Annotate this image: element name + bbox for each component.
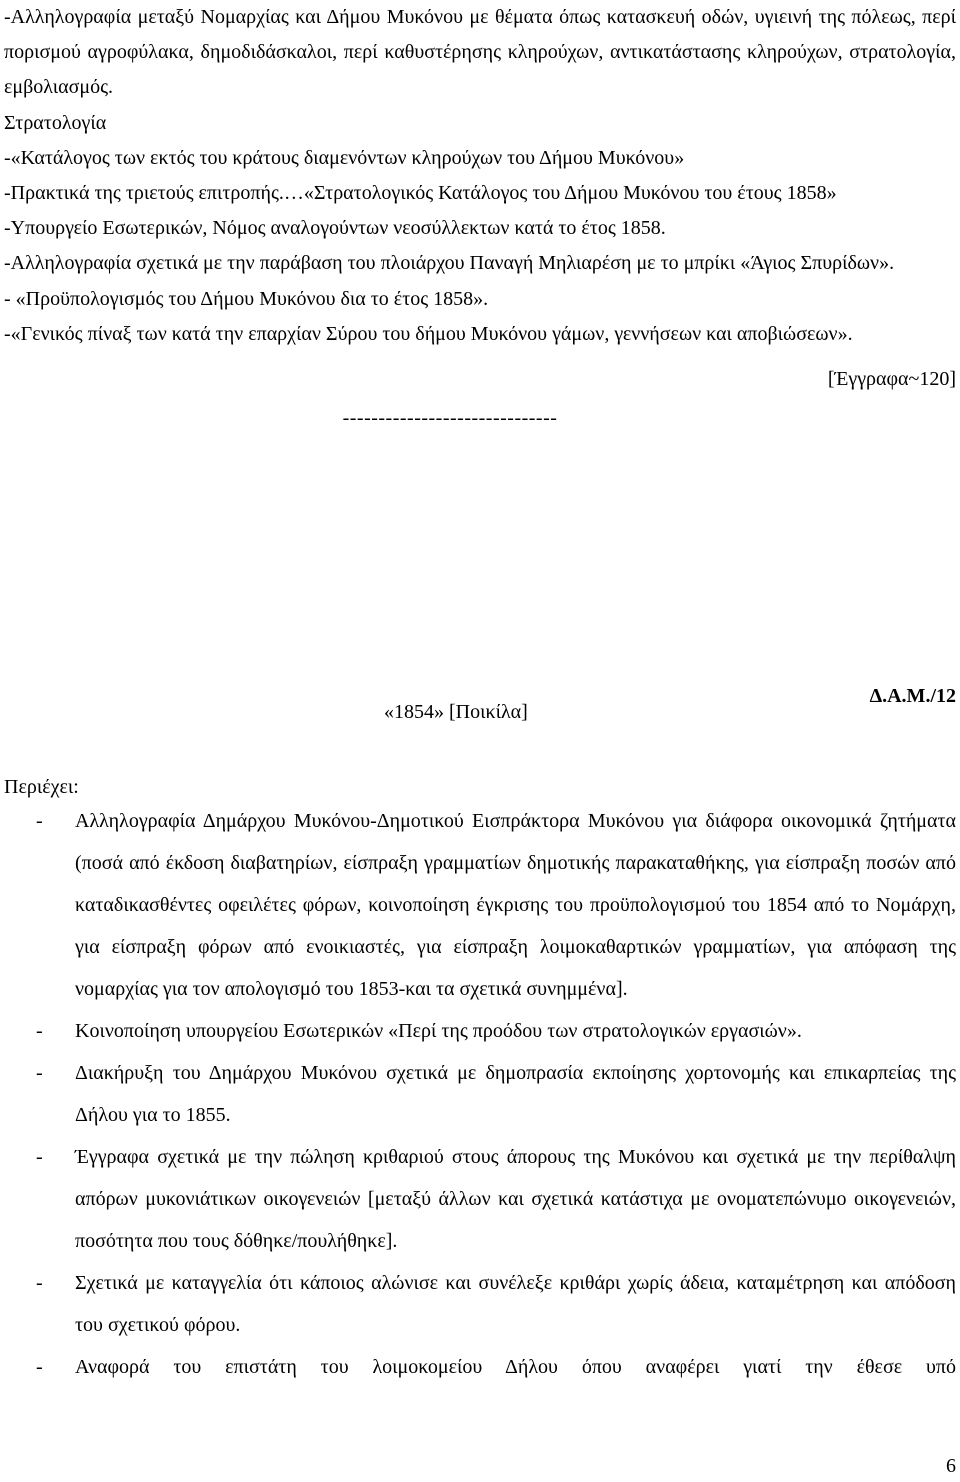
list-item-text: Διακήρυξη του Δημάρχου Μυκόνου σχετικά με δημοπρασία εκποίησης χορτονομής και επικαρπείας της Δήλου για το 1855. — [75, 1062, 956, 1126]
contents-list — [0, 800, 960, 1388]
entry-committee-minutes: -Πρακτικά της τριετούς επιτροπής.…«Στρατολογικός Κατάλογος του Δήμου Μυκόνου του έτους 1858» — [4, 182, 837, 205]
list-dash: - — [36, 1062, 43, 1084]
folder-header — [0, 685, 960, 732]
separator-line: ------------------------------ — [342, 407, 558, 430]
list-item — [0, 1136, 960, 1262]
list-item — [0, 1052, 960, 1136]
entry-ministry-law: -Υπουργείο Εσωτερικών, Νόμος αναλογούντων νεοσύλλεκτων κατά το έτος 1858. — [4, 217, 666, 240]
list-item-text: Κοινοποίηση υπουργείου Εσωτερικών «Περί της προόδου των στρατολογικών εργασιών». — [75, 1020, 802, 1042]
entry-catalogue-abroad: -«Κατάλογος των εκτός του κράτους διαμενόντων κληρούχων του Δήμου Μυκόνου» — [4, 146, 685, 169]
list-dash: - — [36, 1020, 43, 1042]
list-dash: - — [36, 1146, 43, 1168]
list-item — [0, 1346, 960, 1388]
documents-count: [Έγγραφα~120] — [827, 368, 956, 391]
list-item-text: Αναφορά του επιστάτη του λοιμοκομείου Δήλου όπου αναφέρει γιατί την έθεσε υπό — [75, 1356, 956, 1378]
list-dash: - — [36, 1272, 43, 1294]
folder-title: «1854» [Ποικίλα] — [384, 701, 528, 723]
page-number: 6 — [946, 1455, 956, 1477]
list-dash: - — [36, 1356, 43, 1378]
entry-general-table: -«Γενικός πίναξ των κατά την επαρχίαν Σύρου του δήμου Μυκόνου γάμων, γεννήσεων και αποβιώσεων». — [4, 322, 853, 345]
list-item-text: Σχετικά με καταγγελία ότι κάποιος αλώνισε και συνέλεξε κριθάρι χωρίς άδεια, καταμέτρηση και απόδοση του σχετικού φόρου. — [75, 1272, 956, 1336]
section-heading-military: Στρατολογία — [4, 111, 107, 134]
previous-folder-contents — [4, 0, 956, 433]
entry-budget-1858: - «Προϋπολογισμός του Δήμου Μυκόνου δια το έτος 1858». — [4, 287, 489, 310]
folder-code: Δ.Α.Μ./12 — [869, 685, 956, 707]
list-item — [0, 1262, 960, 1346]
list-item — [0, 1010, 960, 1052]
list-item-text: Έγγραφα σχετικά με την πώληση κριθαριού στους άπορους της Μυκόνου και σχετικά με την περίθαλψη απόρων μυκονιάτικων οικογενειών [μεταξύ άλλων και σχετικά κατάστιχα με ονοματεπώνυμο οικογενειών, ποσότητα που τους δόθηκε/πουλήθηκε]. — [75, 1146, 956, 1252]
entry-captain-violation: -Αλληλογραφία σχετικά με την παράβαση του πλοιάρχου Παναγή Μηλιαρέση με το μπρίκι «Άγιος Σπυρίδων». — [4, 252, 895, 275]
list-item-text: Αλληλογραφία Δημάρχου Μυκόνου-Δημοτικού Εισπράκτορα Μυκόνου για διάφορα οικονομικά ζητήματα (ποσά από έκδοση διαβατηρίων, είσπραξη γραμματίων δημοτικής παρακαταθήκης, για είσπραξη ποσών από καταδικασθέντες οφειλέτες φόρων, κοινοποίηση έγκρισης του προϋπολογισμού του 1854 από το Νομάρχη, για είσπραξη φόρων από ενοικιαστές, για είσπραξη λοιμοκαθαρτικών γραμματίων, για απόφαση της νομαρχίας για τον απολογισμό του 1853-και τα σχετικά συνημμένα]. — [75, 810, 956, 1000]
contents-label: Περιέχει: — [4, 776, 79, 798]
list-item — [0, 800, 960, 1010]
entry-correspondence: -Αλληλογραφία μεταξύ Νομαρχίας και Δήμου Μυκόνου με θέματα όπως κατασκευή οδών, υγιεινή της πόλεως, περί πορισμού αγροφύλακα, δημοδιδάσκαλοι, περί καθυστέρησης κληρούχων, αντικατάστασης κληρούχων, στρατολογία, εμβολιασμός. — [4, 6, 956, 99]
list-dash: - — [36, 810, 43, 832]
